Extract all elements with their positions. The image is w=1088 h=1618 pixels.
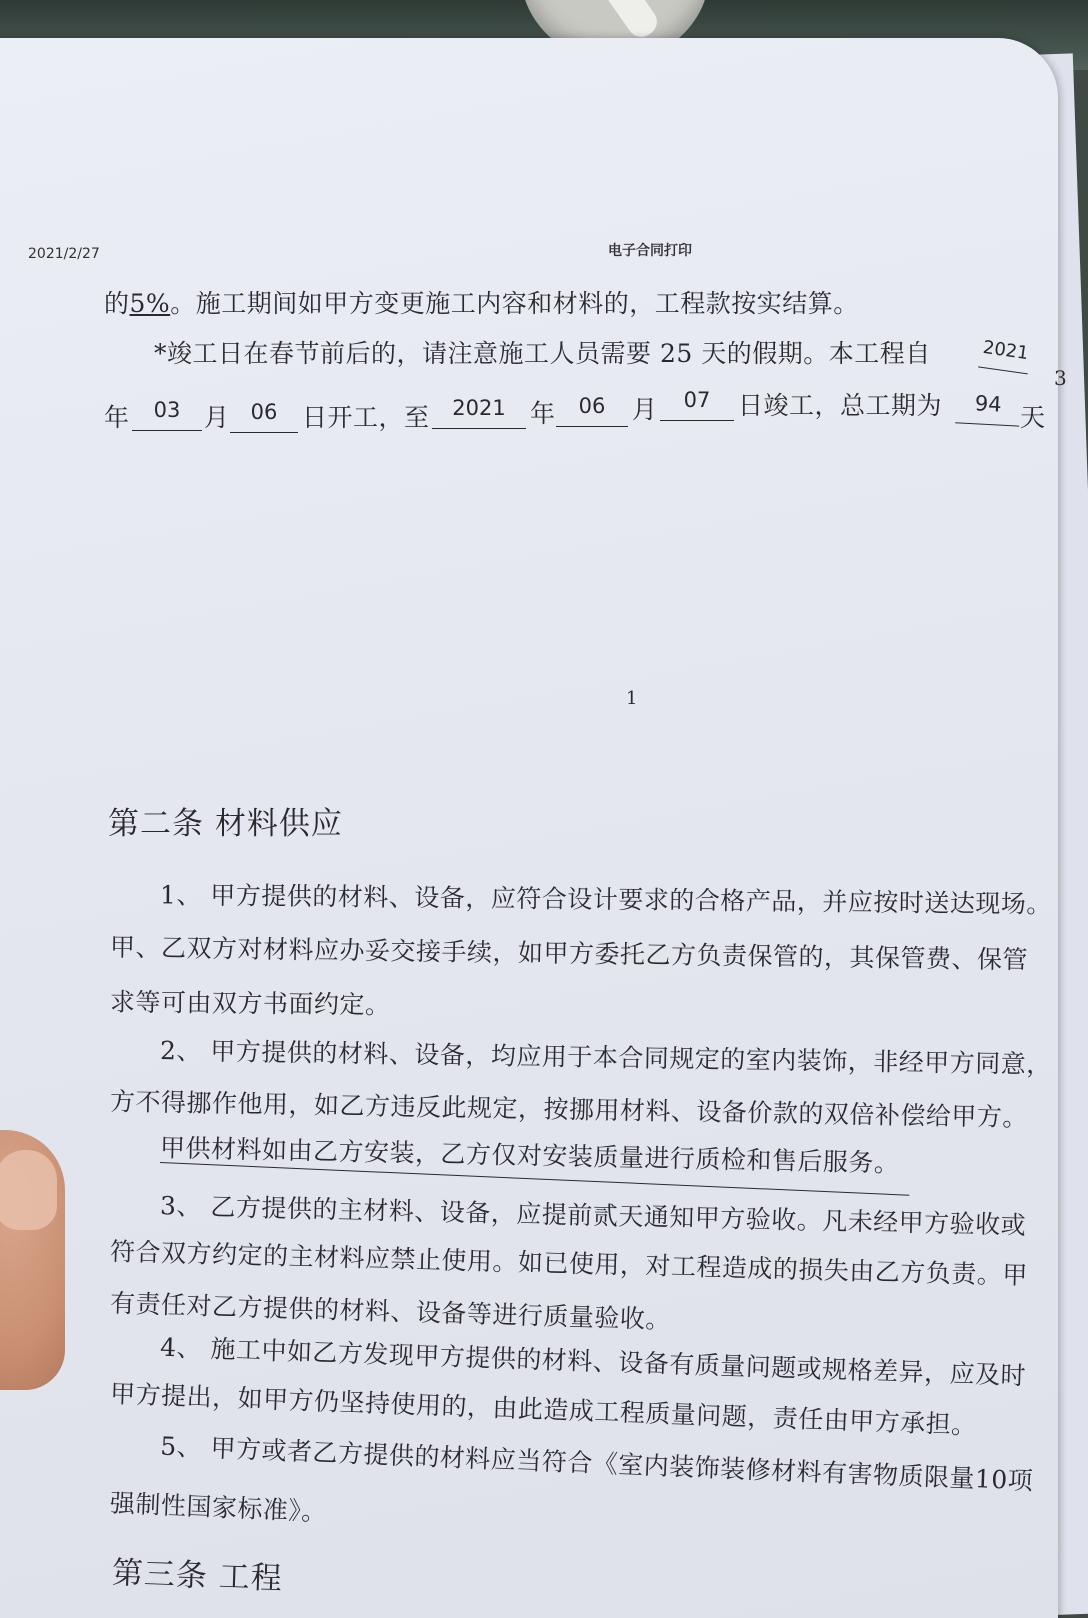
para1-line2: *竣工日在春节前后的，请注意施工人员需要 25 天的假期。本工程自	[154, 339, 931, 368]
s2-line-6-underlined: 甲供材料如由乙方安装，乙方仅对安装质量进行质检和售后服务。	[159, 1133, 900, 1178]
word-jungong: 日竣工，总工期为	[738, 391, 943, 420]
s2-line-12: 5、 甲方或者乙方提供的材料应当符合《室内装饰装修材料有害物质限量10项	[159, 1431, 1034, 1496]
s2-line-13: 强制性国家标准》。	[109, 1488, 328, 1527]
s2-line-7: 3、 乙方提供的主材料、设备，应提前贰天通知甲方验收。凡未经甲方验收或	[159, 1191, 1027, 1240]
para1-percent: 5%	[129, 289, 171, 318]
s2-line-2: 甲、乙双方对材料应办妥交接手续，如甲方委托乙方负责保管的，其保管费、保管	[109, 932, 1029, 975]
print-date: 2021/2/27	[28, 246, 100, 262]
word-nian2: 年	[530, 399, 556, 428]
s2-line-5: 方不得挪作他用，如乙方违反此规定，按挪用材料、设备价款的双倍补偿给甲方。	[109, 1086, 1029, 1133]
para1-prefix: 的	[104, 289, 130, 318]
end-year-field: 2021	[432, 396, 526, 429]
margin-mark: 3	[1054, 366, 1068, 390]
total-days-field: 94	[955, 390, 1021, 426]
thumb-nail	[0, 1150, 57, 1230]
para1-line1	[104, 284, 859, 320]
s2-line-10: 4、 施工中如乙方发现甲方提供的材料、设备有质量问题或规格差异，应及时	[159, 1332, 1027, 1391]
start-year-field: 2021	[978, 337, 1032, 375]
start-day-field: 06	[230, 400, 298, 433]
section-2-title: 第二条 材料供应	[108, 806, 343, 842]
word-kaigong: 日开工，至	[302, 403, 430, 432]
section-3-title-partial: 第三条 工程	[111, 1555, 284, 1597]
word-yue2: 月	[632, 395, 658, 424]
para1-rest: 。施工期间如甲方变更施工内容和材料的，工程款按实结算。	[170, 289, 859, 318]
word-yue: 月	[204, 403, 230, 432]
word-nian: 年	[104, 403, 130, 432]
page-number: 1	[626, 688, 638, 709]
print-title: 电子合同打印	[608, 243, 692, 259]
end-day-field: 07	[660, 388, 734, 421]
s2-line-11: 甲方提出，如甲方仍坚持使用的，由此造成工程质量问题，责任由甲方承担。	[109, 1379, 978, 1440]
s2-line-3: 求等可由双方书面约定。	[109, 987, 391, 1020]
s2-line-8: 符合双方约定的主材料应禁止使用。如已使用，对工程造成的损失由乙方负责。甲	[109, 1236, 1029, 1291]
s2-line-9: 有责任对乙方提供的材料、设备等进行质量验收。	[109, 1288, 672, 1335]
s2-line-1: 1、 甲方提供的材料、设备，应符合设计要求的合格产品，并应按时送达现场。	[159, 880, 1052, 919]
end-month-field: 06	[556, 394, 628, 427]
word-tian: 天	[1020, 403, 1046, 432]
start-month-field: 03	[132, 398, 202, 431]
s2-line-4: 2、 甲方提供的材料、设备，均应用于本合同规定的室内装饰，非经甲方同意，	[159, 1035, 1053, 1080]
